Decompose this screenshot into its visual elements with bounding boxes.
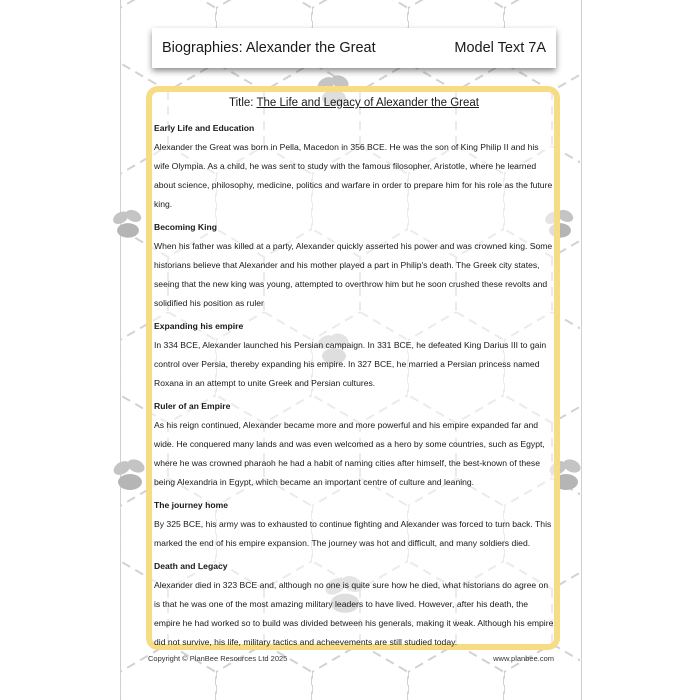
header-title: Biographies: Alexander the Great xyxy=(162,40,376,56)
worksheet-header xyxy=(152,28,556,68)
model-text-content xyxy=(154,92,554,656)
section-heading-early-life: Early Life and Education xyxy=(154,123,255,133)
section-heading-journey-home: The journey home xyxy=(154,500,229,510)
bee-icon xyxy=(108,206,148,244)
section-heading-becoming-king: Becoming King xyxy=(154,222,218,232)
section-body-becoming-king: When his father was killed at a party, Alexander quickly asserted his power and was crowned king. Some historians believe that Alexander and his mother played a part in Philip's death. The Greek city states, seeing that the new king was young, attempted to overthrow him but he soon crushed these revolts and solidified his position as ruler xyxy=(154,241,553,308)
section-heading-death-legacy: Death and Legacy xyxy=(154,561,228,571)
model-text-label: Model Text 7A xyxy=(454,40,546,56)
section-body-journey-home: By 325 BCE, his army was to exhausted to continue fighting and Alexander was forced to turn back. This marked the end of his empire expansion. The journey was hot and difficult, and many soldiers died. xyxy=(154,519,552,548)
title-label: Title: xyxy=(229,97,254,109)
section-body-ruler: As his reign continued, Alexander became more and more powerful and his empire expanded far and wide. He conquered many lands and was even welcomed as a hero by some countries, such as Egypt, where he was crowned pharaoh he had a habit of naming cities after himself, the best-known of these being Alexandria in Egypt, which became an important centre of culture and leaning. xyxy=(154,420,545,487)
section-heading-ruler: Ruler of an Empire xyxy=(154,401,231,411)
section-heading-expanding-empire: Expanding his empire xyxy=(154,321,244,331)
title-text: The Life and Legacy of Alexander the Great xyxy=(256,97,479,109)
section-body-expanding-empire: In 334 BCE, Alexander launched his Persian campaign. In 331 BCE, he defeated King Darius III to gain control over Persia, thereby expanding his empire. In 327 BCE, he married a Persian princess named Roxana in an attempt to unite Greek and Persian cultures. xyxy=(154,340,547,388)
section-body-early-life: Alexander the Great was born in Pella, Macedon in 356 BCE. He was the son of King Philip II and his wife Olympia. As a child, he was sent to study with the famous filosopher, Aristotle, where he learned about science, philosophy, medicine, politics and warfare in order to prepare him for his role as the future king. xyxy=(154,142,553,209)
worksheet-footer xyxy=(148,654,554,663)
website-link[interactable]: www.planbee.com xyxy=(493,654,554,663)
section-body-death-legacy: Alexander died in 323 BCE and, although no one is quite sure how he died, what historians do agree on is that he was one of the most amazing military leaders to have lived. However, after his death, the empire he had worked so to build was divided between his generals, making it weak. Although his empire did not survive, his life, military tactics and acheevements are still studied today. xyxy=(154,580,554,647)
copyright-text: Copyright © PlanBee Resources Ltd 2025 xyxy=(148,654,288,663)
document-title xyxy=(154,94,554,113)
